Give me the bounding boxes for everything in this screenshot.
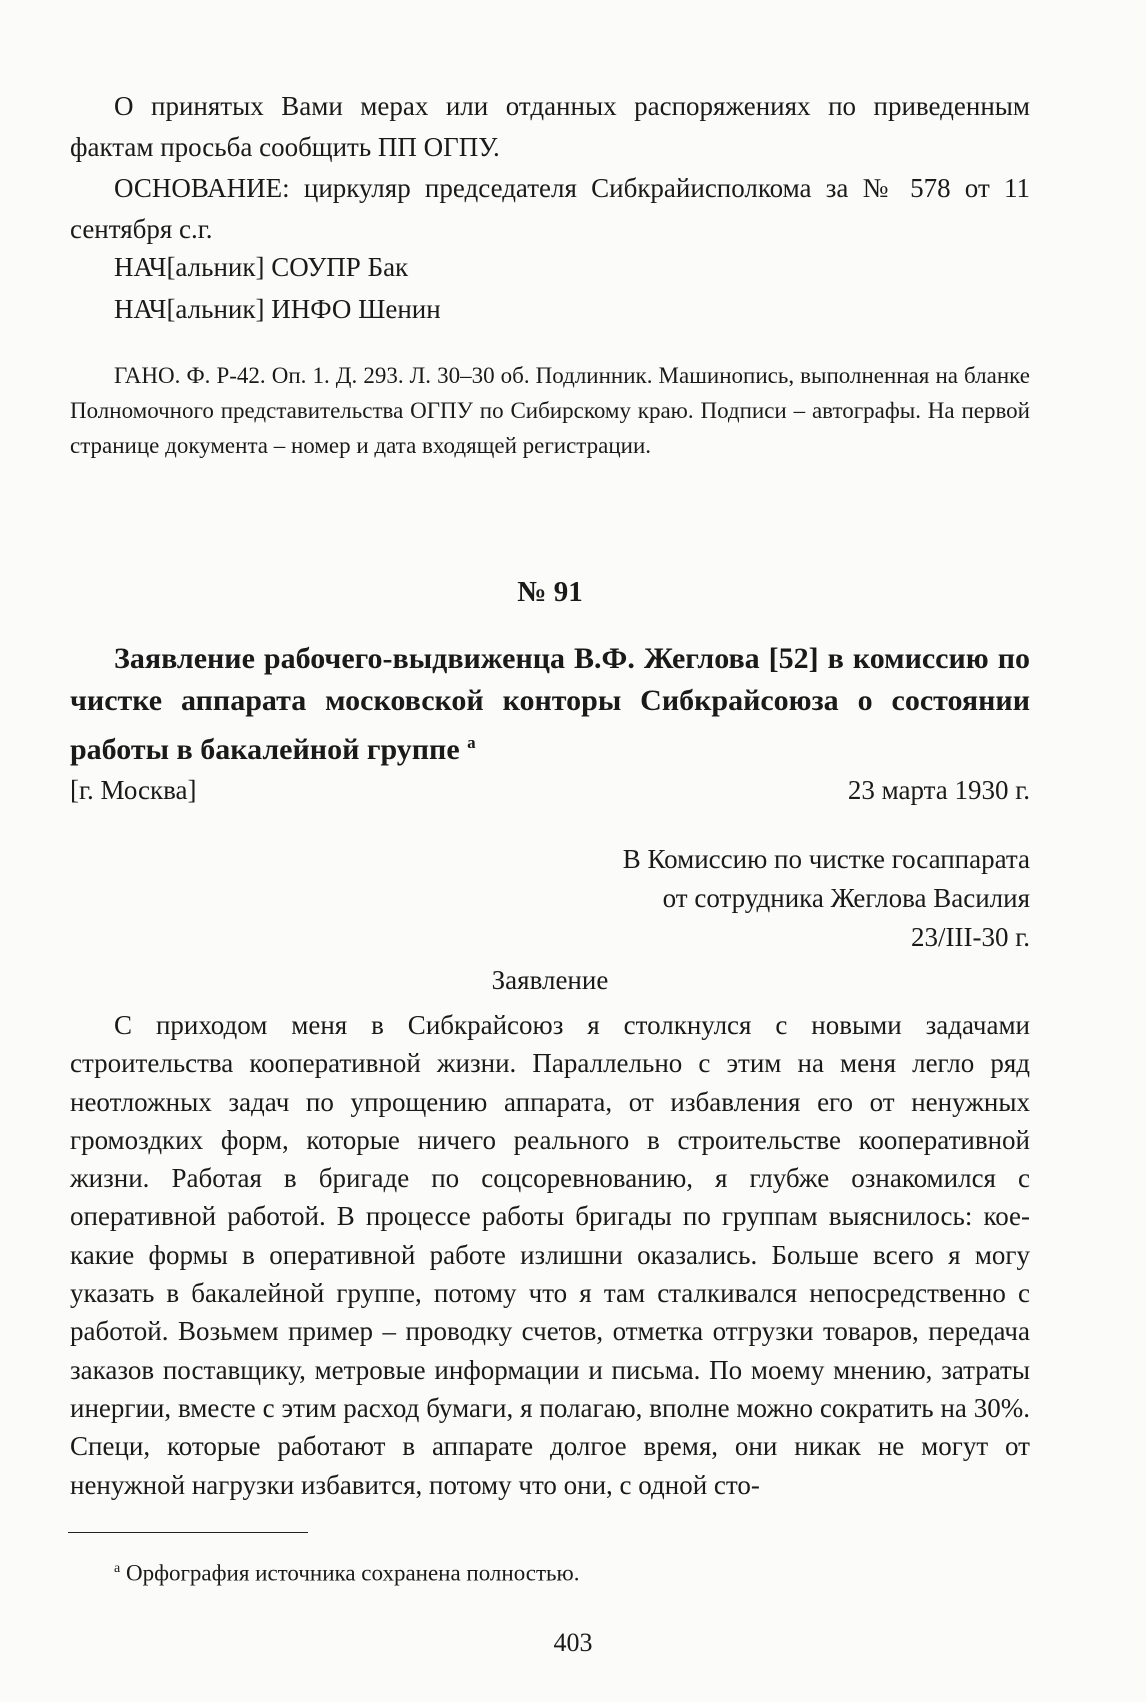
document-title — [70, 638, 1030, 771]
document-title-main: Заявление рабочего-выдвиженца В.Ф. Жеглова [52] в комиссию по чистке аппарата московской конторы Сибкрайсоюза о состоянии работы в бакалейной группе — [70, 642, 1030, 766]
addressee-line: В Комиссию по чистке госаппарата — [622, 844, 1030, 874]
footnote — [70, 1554, 1030, 1589]
title-note-mark: а — [467, 733, 476, 752]
document-number-text: № 91 — [517, 576, 583, 608]
archive-source-note — [70, 358, 1030, 463]
footnote-mark: а — [114, 1561, 121, 1576]
footnote-divider — [68, 1532, 308, 1533]
addressee-line: от сотрудника Жеглова Василия — [662, 883, 1030, 913]
page-number: 403 — [553, 1628, 593, 1657]
place-and-date — [70, 770, 1030, 810]
document-number — [70, 576, 1030, 609]
document-place: [г. Москва] — [70, 775, 197, 805]
intro-paragraph-request: О принятых Вами мерах или отданных распоряжениях по приведенным фактам просьба сообщить ПП ОГПУ. — [70, 91, 1030, 162]
statement-body-text: С приходом меня в Сибкрайсоюз я столкнулся с новыми задачами строительства кооперативной жизни. Параллельно с этим на меня легло ряд неотложных задач по упрощению аппарата, от избавления его от ненужных громоздких форм, которые ничего реального в строительстве кооперативной жизни. Работая в бригаде по соцсоревнованию, я глубже ознакомился с оперативной работой. В процессе работы бригады по группам выяснилось: кое-какие формы в оперативной работе излишни оказались. Больше всего я могу указать в бакалейной группе, потому что я там сталкивался непосредственно с работой. Возьмем пример – проводку счетов, отметка отгрузки товаров, передача заказов поставщику, метровые информации и письма. По моему мнению, затраты инергии, вместе с этим расход бумаги, я полагаю, вполне можно сократить на 30%. Специ, которые работают в аппарате долгое время, они никак не могут от ненужной нагрузки избавится, потому что они, с одной сто- — [70, 1010, 1030, 1500]
signatures — [70, 246, 1030, 330]
source-note-text: ГАНО. Ф. Р-42. Оп. 1. Д. 293. Л. 30–30 об. Подлинник. Машинопись, выполненная на бланке Полномочного представительства ОГПУ по Сибирскому краю. Подписи – автографы. На первой странице документа – номер и дата входящей регистрации. — [70, 363, 1030, 458]
addressee-block — [70, 840, 1030, 957]
document-date: 23 марта 1930 г. — [847, 775, 1030, 805]
signature-line: НАЧ[альник] ИНФО Шенин — [114, 294, 441, 324]
footnote-content: Орфография источника сохранена полностью. — [125, 1560, 580, 1586]
document-title-text — [70, 638, 1030, 771]
statement-heading — [70, 965, 1030, 996]
addressee-line: 23/III-30 г. — [911, 922, 1030, 952]
footnote-text — [70, 1554, 1030, 1589]
signature-line: НАЧ[альник] СОУПР Бак — [114, 252, 409, 282]
intro-section — [70, 86, 1030, 250]
intro-paragraph-basis: ОСНОВАНИЕ: циркуляр председателя Сибкрайисполкома за № 578 от 11 сентября с.г. — [70, 173, 1030, 244]
statement-heading-text: Заявление — [491, 965, 609, 995]
statement-body — [70, 1006, 1030, 1504]
